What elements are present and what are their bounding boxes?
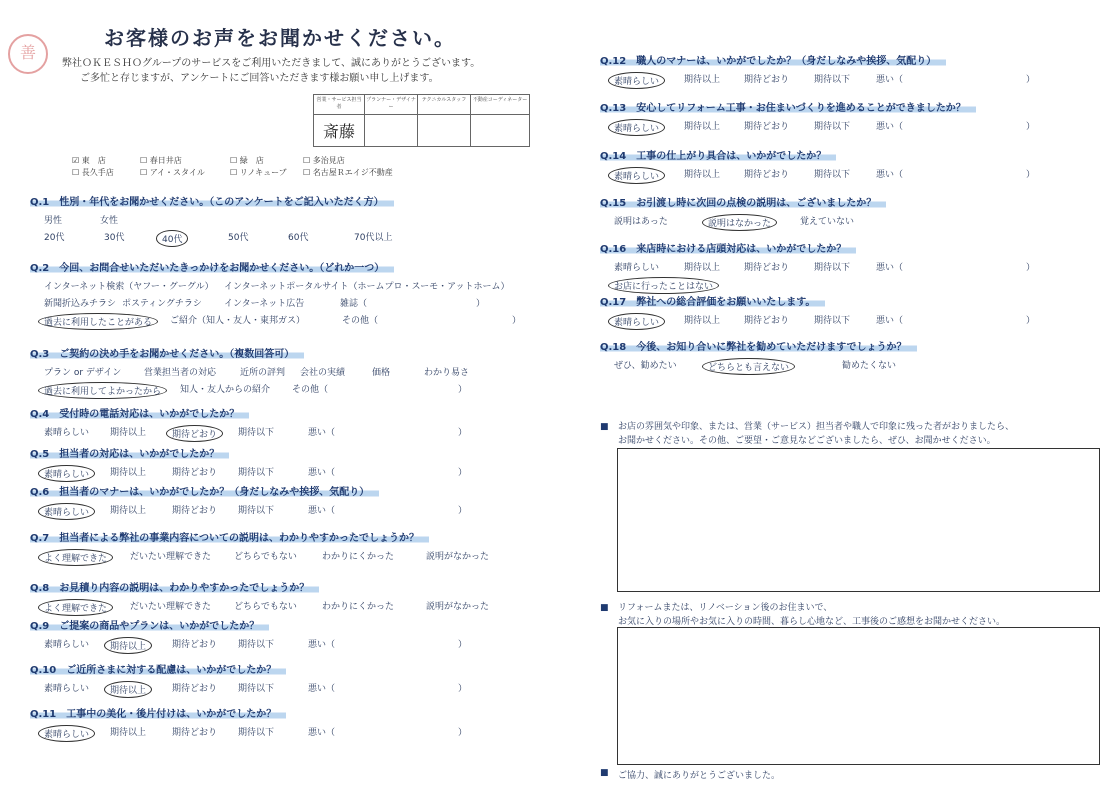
answer-option[interactable]: どちらでもない bbox=[234, 602, 297, 612]
answer-option[interactable]: 知人・友人からの紹介 bbox=[180, 385, 271, 395]
selected-option[interactable]: 素晴らしい bbox=[608, 72, 665, 89]
answer-option[interactable]: 30代 bbox=[104, 233, 125, 243]
answer-option[interactable]: 説明がなかった bbox=[426, 602, 490, 612]
checked-box-icon: ☑ bbox=[72, 156, 82, 165]
answer-option[interactable]: 期待以下 bbox=[238, 684, 275, 694]
selected-option[interactable]: どちらとも言えない bbox=[702, 358, 795, 375]
store-option[interactable] bbox=[230, 167, 287, 178]
answer-option[interactable]: 期待どおり bbox=[744, 170, 790, 180]
selected-option[interactable]: 素晴らしい bbox=[608, 313, 665, 330]
answer-option[interactable]: 悪い（ bbox=[876, 263, 904, 273]
answer-option[interactable]: インターネット広告 bbox=[224, 299, 305, 309]
comment2-line-1: リフォームまたは、リノベーション後のお住まいで、 bbox=[618, 603, 833, 613]
selected-option[interactable]: お店に行ったことはない bbox=[608, 277, 719, 294]
answer-option: ） bbox=[1026, 263, 1036, 273]
question-label: Q.12 職人のマナーは、いかがでしたか？（身だしなみや挨拶、気配り） bbox=[600, 52, 946, 66]
question-label: Q.6 担当者のマナーは、いかがでしたか？（身だしなみや挨拶、気配り） bbox=[30, 483, 379, 497]
store-option[interactable] bbox=[140, 155, 182, 166]
answer-option: ） bbox=[458, 385, 468, 395]
answer-option[interactable]: 悪い（ bbox=[308, 468, 336, 478]
question-label: Q.2 今回、お問合せいただいたきっかけをお聞かせください。（どれか一つ） bbox=[30, 259, 394, 273]
selected-option[interactable]: 40代 bbox=[156, 230, 188, 247]
footer-thanks: ご協力、誠にありがとうございました。 bbox=[618, 771, 781, 781]
intro-line-2: ご多忙と存じますが、アンケートにご回答いただきます様お願い申し上げます。 bbox=[80, 73, 439, 84]
selected-option[interactable]: 素晴らしい bbox=[38, 503, 95, 520]
answer-option: ） bbox=[458, 506, 468, 516]
checkbox-icon: ☐ bbox=[303, 168, 313, 177]
question-label: Q.3 ご契約の決め手をお聞かせください。（複数回答可） bbox=[30, 345, 304, 359]
store-label: 名古屋Ｒエイジ不動産 bbox=[312, 168, 393, 177]
answer-option: ） bbox=[458, 640, 468, 650]
selected-option[interactable]: 過去に利用したことがある bbox=[38, 313, 158, 330]
answer-option: ） bbox=[476, 299, 486, 309]
answer-option[interactable]: わかり易さ bbox=[424, 368, 470, 378]
checkbox-icon: ☐ bbox=[140, 156, 150, 165]
intro-line-1: 弊社ＯＫＥＳＨＯグループのサービスをご利用いただきまして、誠にありがとうございます。 bbox=[62, 58, 481, 69]
answer-option[interactable]: 新聞折込みチラシ bbox=[44, 299, 117, 309]
answer-option[interactable]: 期待以下 bbox=[814, 263, 851, 273]
checkbox-icon: ☐ bbox=[230, 168, 240, 177]
answer-option[interactable]: 悪い（ bbox=[308, 428, 336, 438]
answer-option[interactable]: 期待以下 bbox=[238, 428, 275, 438]
answer-option[interactable]: その他（ bbox=[292, 385, 329, 395]
answer-option[interactable]: 期待以下 bbox=[238, 468, 275, 478]
answer-option[interactable]: 期待以上 bbox=[110, 728, 147, 738]
answer-option[interactable]: 期待以上 bbox=[684, 75, 721, 85]
question-label: Q.17 弊社への総合評価をお願いいたします。 bbox=[600, 293, 825, 307]
answer-option[interactable]: 期待以下 bbox=[238, 640, 275, 650]
answer-option[interactable]: 期待以上 bbox=[684, 170, 721, 180]
question-label: Q.16 来店時における店頭対応は、いかがでしたか？ bbox=[600, 240, 856, 254]
comment2-box[interactable] bbox=[617, 627, 1100, 765]
store-option[interactable] bbox=[230, 155, 264, 166]
answer-option: ） bbox=[458, 428, 468, 438]
answer-option[interactable]: 素晴らしい bbox=[44, 428, 90, 438]
answer-option[interactable]: 悪い（ bbox=[308, 728, 336, 738]
answer-option[interactable]: その他（ bbox=[342, 316, 379, 326]
answer-option[interactable]: 期待以下 bbox=[238, 728, 275, 738]
selected-option[interactable]: 素晴らしい bbox=[608, 119, 665, 136]
answer-option[interactable]: 勧めたくない bbox=[842, 361, 897, 371]
answer-option[interactable]: 期待どおり bbox=[172, 728, 218, 738]
answer-option[interactable]: 20代 bbox=[44, 233, 65, 243]
answer-option[interactable]: 期待以下 bbox=[814, 316, 851, 326]
answer-option[interactable]: 女性 bbox=[100, 216, 119, 226]
answer-option[interactable]: 素晴らしい bbox=[614, 263, 660, 273]
answer-option[interactable]: わかりにくかった bbox=[322, 552, 395, 562]
store-label: 長久手店 bbox=[81, 168, 114, 177]
question-label: Q.1 性別・年代をお聞かせください。（このアンケートをご記入いただく方） bbox=[30, 193, 394, 207]
comment1-line-2: お聞かせください。その他、ご要望・ご意見などございましたら、ぜひ、お聞かせください。 bbox=[618, 436, 996, 446]
answer-option[interactable]: 悪い（ bbox=[876, 316, 904, 326]
selected-option[interactable]: 期待以上 bbox=[104, 681, 152, 698]
answer-option[interactable]: 期待以下 bbox=[814, 170, 851, 180]
answer-option: ） bbox=[458, 468, 468, 478]
answer-option[interactable]: 期待どおり bbox=[744, 316, 790, 326]
answer-option[interactable]: ぜひ、勧めたい bbox=[614, 361, 677, 371]
answer-option[interactable]: 期待どおり bbox=[172, 640, 218, 650]
answer-option[interactable]: 近所の評判 bbox=[240, 368, 286, 378]
answer-option[interactable]: 素晴らしい bbox=[44, 684, 90, 694]
comment1-prompt bbox=[618, 420, 1014, 448]
answer-option[interactable]: 説明はあった bbox=[614, 217, 668, 227]
answer-option[interactable]: 期待以上 bbox=[110, 506, 147, 516]
answer-option[interactable]: 雑誌（ bbox=[340, 299, 368, 309]
selected-option[interactable]: よく理解できた bbox=[38, 549, 113, 566]
checkbox-icon: ☐ bbox=[140, 168, 150, 177]
question-label: Q.10 ご近所さまに対する配慮は、いかがでしたか？ bbox=[30, 661, 286, 675]
answer-option[interactable]: プラン or デザイン bbox=[44, 368, 122, 378]
answer-option[interactable]: 期待以上 bbox=[110, 428, 147, 438]
answer-option[interactable]: 悪い（ bbox=[876, 170, 904, 180]
answer-option[interactable]: だいたい理解できた bbox=[130, 552, 212, 562]
selected-option[interactable]: 過去に利用してよかったから bbox=[38, 382, 167, 399]
answer-option[interactable]: ポスティングチラシ bbox=[122, 299, 202, 309]
answer-option[interactable]: 期待以上 bbox=[684, 263, 721, 273]
answer-option[interactable]: 60代 bbox=[288, 233, 309, 243]
store-option[interactable] bbox=[72, 167, 114, 178]
question-label: Q.8 お見積り内容の説明は、わかりやすかったでしょうか？ bbox=[30, 579, 319, 593]
answer-option[interactable]: 悪い（ bbox=[876, 75, 904, 85]
comment1-box[interactable] bbox=[617, 448, 1100, 592]
checkbox-icon: ☐ bbox=[230, 156, 240, 165]
selected-option[interactable]: 期待以上 bbox=[104, 637, 152, 654]
answer-option[interactable]: 期待以下 bbox=[238, 506, 275, 516]
store-label: 多治見店 bbox=[312, 156, 345, 165]
store-label: アイ・スタイル bbox=[149, 168, 205, 177]
question-label: Q.4 受付時の電話対応は、いかがでしたか？ bbox=[30, 405, 249, 419]
answer-option[interactable]: 70代以上 bbox=[354, 233, 393, 243]
selected-option[interactable]: 説明はなかった bbox=[702, 214, 777, 231]
store-option[interactable] bbox=[303, 167, 393, 178]
answer-option[interactable]: 悪い（ bbox=[308, 684, 336, 694]
answer-option[interactable]: 期待以下 bbox=[814, 122, 851, 132]
answer-option[interactable]: 期待どおり bbox=[172, 684, 218, 694]
answer-option[interactable]: 期待以上 bbox=[110, 468, 147, 478]
question-label: Q.18 今後、お知り合いに弊社を勧めていただけますでしょうか？ bbox=[600, 338, 917, 352]
answer-option[interactable]: 期待どおり bbox=[744, 75, 790, 85]
question-label: Q.13 安心してリフォーム工事・お住まいづくりを進めることができましたか？ bbox=[600, 99, 976, 113]
answer-option[interactable]: 素晴らしい bbox=[44, 640, 90, 650]
store-option[interactable] bbox=[140, 167, 205, 178]
selected-option[interactable]: 素晴らしい bbox=[38, 465, 95, 482]
answer-option: ） bbox=[1026, 316, 1036, 326]
checkbox-icon: ☐ bbox=[303, 156, 313, 165]
answer-option: ） bbox=[458, 728, 468, 738]
staff-table bbox=[313, 94, 530, 147]
answer-option: ） bbox=[1026, 75, 1036, 85]
seal-stamp: 善 bbox=[8, 34, 48, 74]
answer-option[interactable]: 男性 bbox=[44, 216, 63, 226]
answer-option: ） bbox=[1026, 170, 1036, 180]
answer-option[interactable]: 期待以上 bbox=[684, 122, 721, 132]
answer-option[interactable]: 期待どおり bbox=[172, 468, 218, 478]
comment2-line-2: お気に入りの場所やお気に入りの時間、暮らし心地など、工事後のご感想をお聞かせください。 bbox=[618, 617, 1006, 627]
answer-option[interactable]: 期待以下 bbox=[814, 75, 851, 85]
answer-option[interactable]: 価格 bbox=[372, 368, 391, 378]
answer-option[interactable]: 会社の実績 bbox=[300, 368, 346, 378]
store-option[interactable] bbox=[72, 155, 106, 166]
answer-option[interactable]: 悪い（ bbox=[876, 122, 904, 132]
answer-option: ） bbox=[1026, 122, 1036, 132]
intro-text bbox=[62, 56, 480, 86]
staff-header-realestate: 不動産コーディネーター bbox=[471, 95, 530, 115]
answer-option[interactable]: 期待どおり bbox=[172, 506, 218, 516]
answer-option[interactable]: 悪い（ bbox=[308, 506, 336, 516]
answer-option[interactable]: インターネットポータルサイト（ホームプロ・スーモ・アットホーム） bbox=[224, 282, 510, 292]
question-label: Q.14 工事の仕上がり具合は、いかがでしたか？ bbox=[600, 147, 836, 161]
question-label: Q.15 お引渡し時に次回の点検の説明は、ございましたか？ bbox=[600, 194, 886, 208]
answer-option[interactable]: 期待どおり bbox=[744, 263, 790, 273]
answer-option[interactable]: 悪い（ bbox=[308, 640, 336, 650]
store-label: 緑 店 bbox=[239, 156, 264, 165]
store-label: 春日井店 bbox=[149, 156, 182, 165]
checkbox-icon: ☐ bbox=[72, 168, 82, 177]
store-option[interactable] bbox=[303, 155, 345, 166]
selected-option[interactable]: 素晴らしい bbox=[38, 725, 95, 742]
comment1-line-1: お店の雰囲気や印象、または、営業（サービス）担当者や職人で印象に残った者がおりましたら、 bbox=[618, 422, 1015, 432]
staff-header-planner: プランナー・デザイナー bbox=[365, 95, 418, 115]
answer-option[interactable]: 営業担当者の対応 bbox=[144, 368, 217, 378]
answer-option[interactable]: どちらでもない bbox=[234, 552, 297, 562]
answer-option: ） bbox=[458, 684, 468, 694]
answer-option[interactable]: だいたい理解できた bbox=[130, 602, 212, 612]
store-label: 東 店 bbox=[81, 156, 106, 165]
staff-header-technical: テクニカルスタッフ bbox=[418, 95, 471, 115]
question-label: Q.9 ご提案の商品やプランは、いかがでしたか？ bbox=[30, 617, 269, 631]
footer-marker: ■ bbox=[600, 768, 609, 778]
comment2-marker: ■ bbox=[600, 603, 609, 613]
answer-option[interactable]: 期待どおり bbox=[744, 122, 790, 132]
answer-option[interactable]: わかりにくかった bbox=[322, 602, 395, 612]
page-title: お客様のお声をお聞かせください。 bbox=[104, 26, 456, 50]
selected-option[interactable]: よく理解できた bbox=[38, 599, 113, 616]
store-label: リノキューブ bbox=[239, 168, 287, 177]
sales-name: 斎藤 bbox=[314, 115, 365, 147]
question-label: Q.11 工事中の美化・後片付けは、いかがでしたか？ bbox=[30, 705, 286, 719]
answer-option[interactable]: インターネット検索（ヤフー・グーグル） bbox=[44, 282, 214, 292]
answer-option[interactable]: ご紹介（知人・友人・東邦ガス） bbox=[170, 316, 306, 326]
answer-option[interactable]: 50代 bbox=[228, 233, 249, 243]
answer-option[interactable]: 期待以上 bbox=[684, 316, 721, 326]
question-label: Q.7 担当者による弊社の事業内容についての説明は、わかりやすかったでしょうか？ bbox=[30, 529, 429, 543]
answer-option[interactable]: 覚えていない bbox=[800, 217, 855, 227]
answer-option: ） bbox=[512, 316, 522, 326]
staff-header-sales: 営業・サービス担当者 bbox=[314, 95, 365, 115]
selected-option[interactable]: 素晴らしい bbox=[608, 167, 665, 184]
question-label: Q.5 担当者の対応は、いかがでしたか？ bbox=[30, 445, 229, 459]
selected-option[interactable]: 期待どおり bbox=[166, 425, 223, 442]
comment1-marker: ■ bbox=[600, 422, 609, 432]
answer-option[interactable]: 説明がなかった bbox=[426, 552, 490, 562]
comment2-prompt bbox=[618, 601, 1005, 629]
